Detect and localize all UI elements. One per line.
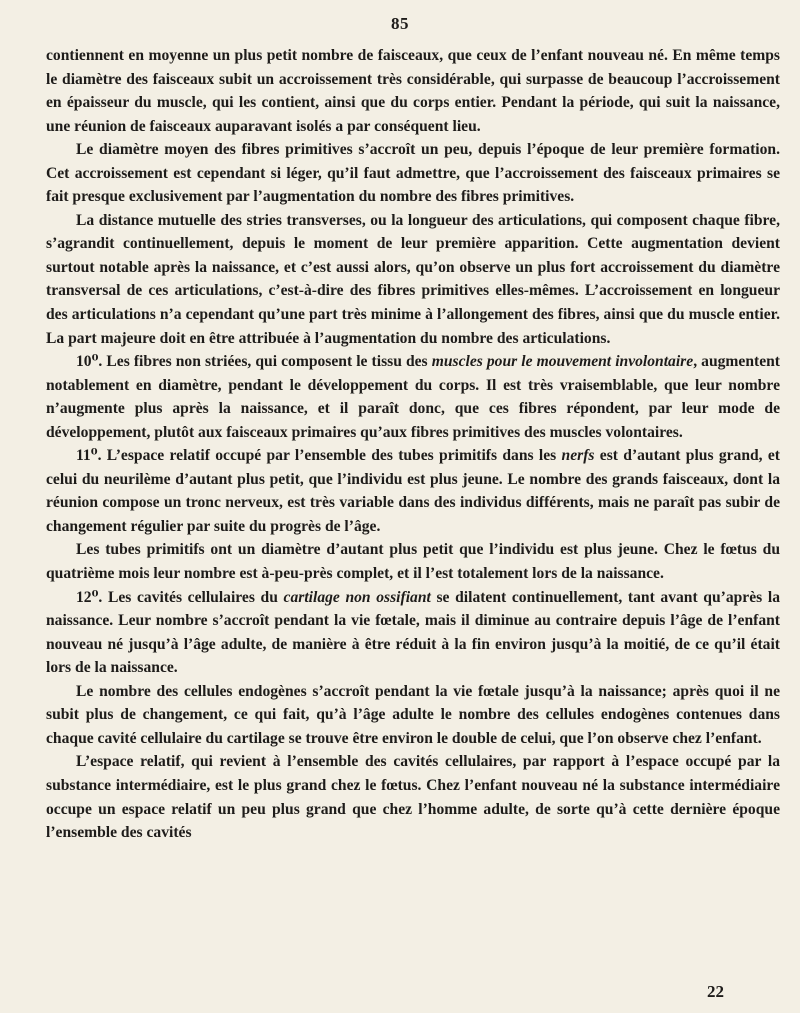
paragraph: [46, 750, 780, 844]
text-run: , augmentent notablement en diamètre, pendant le développement du corps. Il est très vraisemblable, que leur nombre n’augmente plus après la naissance, et il paraît donc, que ces fibres répondent, par leur mode de développement, plutôt aux faisceaux primaires qu’aux fibres primitives des muscles volontaires.: [46, 353, 780, 441]
italic-term: nerfs: [561, 447, 595, 465]
text-run: 11⁰. L’espace relatif occupé par l’ensemble des tubes primitifs dans les: [76, 447, 562, 465]
page-number: 85: [391, 14, 409, 33]
paragraph: [46, 444, 780, 538]
paragraph: [46, 680, 780, 751]
paragraph: [46, 44, 780, 138]
text-run: est d’autant plus grand, et celui du neurilème d’autant plus petit, que l’individu est plus jeune. Le nombre des grands faisceaux, dont la réunion compose un tronc nerveux, est très variable dans des individus différents, mais ne paraît pas subir de changement régulier par suite du progrès de l’âge.: [46, 447, 781, 535]
signature-mark: 22: [707, 982, 724, 1001]
paragraph: [46, 209, 780, 350]
text-run: se dilatent continuellement, tant avant qu’après la naissance. Leur nombre s’accroît pendant la vie fœtale, mais il diminue au contraire depuis l’âge de l’enfant nouveau né jusqu’à l’âge adulte, de manière à être réduit à la fin environ jusqu’à la moitié, de ce qu’il était lors de la naissance.: [46, 588, 780, 677]
text-run: Le diamètre moyen des fibres primitives s’accroît un peu, depuis l’époque de leur première formation. Cet accroissement est cependant si léger, qu’il faut admettre, que l’accroissement des faisceaux primaires se fait presque exclusivement par l’augmentation du nombre des fibres primitives.: [46, 141, 780, 206]
text-run: L’espace relatif, qui revient à l’ensemble des cavités cellulaires, par rapport à l’espace occupé par la substance intermédiaire, est le plus grand chez le fœtus. Chez l’enfant nouveau né la substance intermédiaire occupe un espace relatif un peu plus grand que chez l’homme adulte, de sorte qu’à cette dernière époque l’ensemble des cavités: [46, 753, 780, 842]
paragraph: [46, 138, 780, 209]
italic-term: muscles pour le mouvement involontaire: [431, 353, 694, 371]
text-run: 10⁰. Les fibres non striées, qui composent le tissu des: [76, 353, 432, 371]
text-run: Le nombre des cellules endogènes s’accroît pendant la vie fœtale jusqu’à la naissance; après quoi il ne subit plus de changement, ce qui fait, qu’à l’âge adulte le nombre des cellules endogènes contenues dans chaque cavité cellulaire du cartilage se trouve être environ le double de celui, que l’on observe chez l’enfant.: [46, 682, 780, 747]
paragraph: [46, 586, 780, 680]
text-run: La distance mutuelle des stries transverses, ou la longueur des articulations, qui composent chaque fibre, s’agrandit continuellement, depuis le moment de leur première apparition. Cette augmentation devient surtout notable après la naissance, et c’est aussi alors, qu’on observe un plus fort accroissement du diamètre transversal de ces articulations, c’est-à-dire des fibres primitives elles-mêmes. L’accroissement en longueur des articulations n’a cependant qu’une part très minime à l’allongement des fibres, ainsi que du muscle entier. La part majeure doit en être attribuée à l’augmentation du nombre des articulations.: [46, 211, 780, 347]
paragraph: [46, 538, 780, 585]
italic-term: cartilage non ossifiant: [283, 588, 431, 606]
body-text: [46, 44, 780, 845]
text-run: contiennent en moyenne un plus petit nombre de faisceaux, que ceux de l’enfant nouveau né. En même temps le diamètre des faisceaux subit un accroissement très considérable, qui surpasse de beaucoup l’accroissement en épaisseur du muscle, qui les contient, ainsi que du corps entier. Pendant la période, qui suit la naissance, une réunion de faisceaux auparavant isolés a par conséquent lieu.: [46, 47, 780, 135]
text-run: Les tubes primitifs ont un diamètre d’autant plus petit que l’individu est plus jeune. Chez le fœtus du quatrième mois leur nombre est à-peu-près complet, et il l’est totalement lors de la naissance.: [46, 541, 780, 583]
paragraph: [46, 350, 780, 444]
text-run: 12⁰. Les cavités cellulaires du: [76, 588, 284, 606]
